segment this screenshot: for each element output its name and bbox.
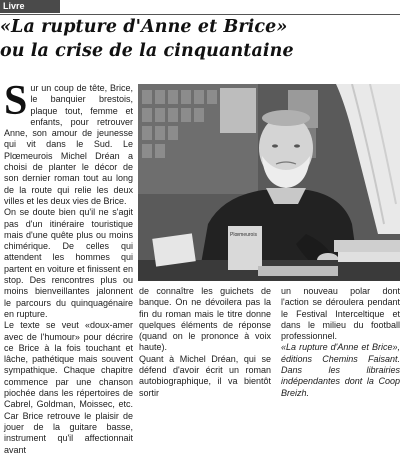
rubric-bar <box>0 0 400 15</box>
book-cover-text: Plœmeurois <box>230 232 257 238</box>
book-title: «La rupture d'Anne et Brice», <box>281 342 400 353</box>
article-column-middle <box>139 286 271 399</box>
author-photo <box>138 84 400 281</box>
paragraph-2: On se doute bien qu'il ne s'agit pas d'un itinéraire touristique mais d'une quête plus ou moins chimérique. De celles qui attendent les hommes qui partent en voiture et finissent en stop. Des rencontres plus ou moins bienveillantes jalonnent le parcours du quinquagénaire en rupture. <box>4 207 133 319</box>
paragraph-5: Quant à Michel Dréan, qui se défend d'avoir écrit un roman autobiographique, il va bientôt sortir <box>139 353 271 398</box>
paragraph-1 <box>4 78 133 207</box>
book-publisher-info: éditions Chemins Faisant. Dans les librairies indépendantes dont la Coop Breizh. <box>281 353 400 398</box>
paragraph-1-text: ur un coup de tête, Brice, le banquier brestois, plaque tout, femme et enfants, pour retrouver Anne, son amour de jeunesse qui vit dans le Sud. Le Plœmeurois Michel Dréan a choisi de planter le décor de son dernier roman tout au long de la route qui relie les deux villes et les deux vies de Brice. <box>4 83 133 206</box>
author-photo-illustration <box>138 84 400 281</box>
article-headline <box>0 15 400 63</box>
paragraph-6: un nouveau polar dont l'action se déroulera pendant le Festival Interceltique et dans le milieu du football professionnel. <box>281 286 400 342</box>
section-rubric: Livre <box>0 0 60 13</box>
paragraph-3: Le texte se veut «doux-amer avec de l'humour» pour décrire ce Brice à la fois touchant et lâche, pathétique mais souvent sympathique. Chaque chapitre commence par une chanson piochée dans les répertoires de Cabrel, Goldman, Moissec, etc. Car Brice retrouve le plaisir de jouer de la guitare basse, instrument qu'il affectionnait avant <box>4 320 133 455</box>
article-column-right <box>281 286 400 399</box>
drop-cap: S <box>4 78 28 124</box>
book-credits <box>281 342 400 398</box>
headline-line-2: ou la crise de la cinquantaine <box>0 41 294 61</box>
paragraph-4: de connaître les guichets de banque. On ne dévoilera pas la fin du roman mais le titre donne quelques éléments de réponse (quand on le prononce à voix haute). <box>139 286 271 353</box>
headline-line-1: «La rupture d'Anne et Brice» <box>0 17 288 37</box>
